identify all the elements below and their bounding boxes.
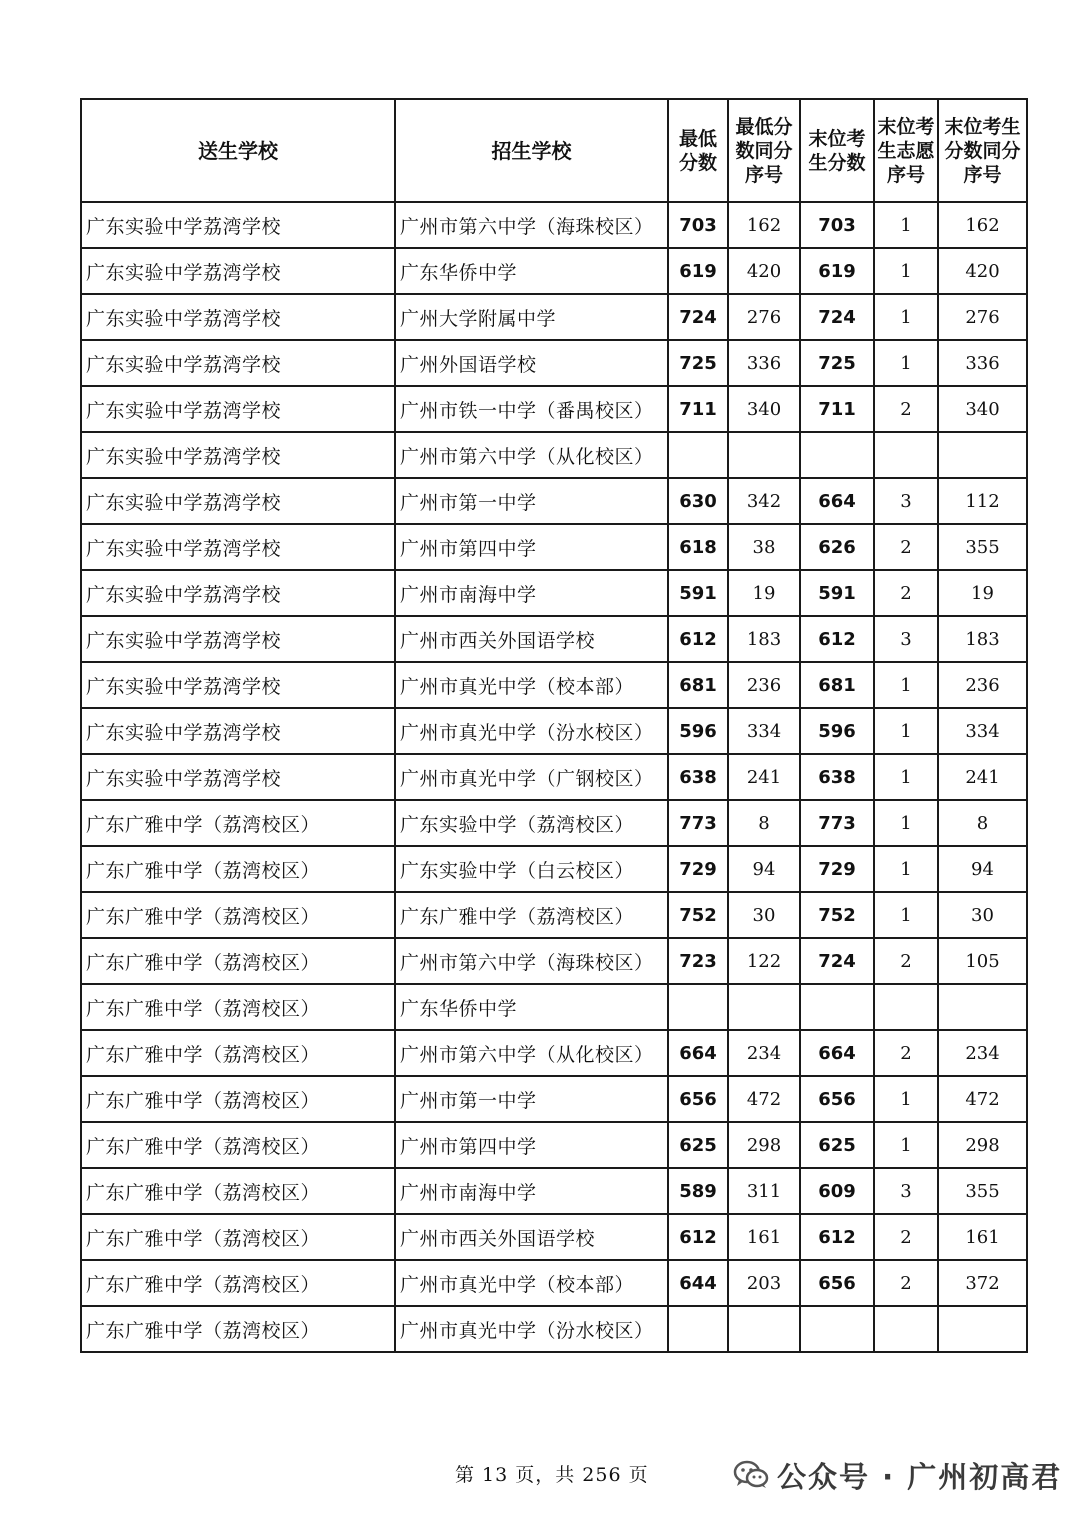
cell-recruit-school: 广东华侨中学 xyxy=(395,248,668,294)
cell-last-rank: 94 xyxy=(938,846,1027,892)
cell-sender-school: 广东广雅中学（荔湾校区） xyxy=(81,800,395,846)
table-row xyxy=(81,1260,1027,1306)
cell-min-score-rank: 236 xyxy=(728,662,800,708)
cell-last-score xyxy=(800,984,874,1030)
cell-last-rank: 355 xyxy=(938,524,1027,570)
cell-sender-school: 广东广雅中学（荔湾校区） xyxy=(81,1076,395,1122)
cell-last-score: 664 xyxy=(800,478,874,524)
cell-sender-school: 广东广雅中学（荔湾校区） xyxy=(81,984,395,1030)
table-row xyxy=(81,1030,1027,1076)
cell-last-choice: 1 xyxy=(874,340,938,386)
cell-min-score-rank: 94 xyxy=(728,846,800,892)
cell-recruit-school: 广州市西关外国语学校 xyxy=(395,616,668,662)
cell-recruit-school: 广州外国语学校 xyxy=(395,340,668,386)
cell-last-rank: 19 xyxy=(938,570,1027,616)
cell-min-score: 725 xyxy=(668,340,728,386)
cell-recruit-school: 广州市第一中学 xyxy=(395,1076,668,1122)
cell-min-score-rank: 340 xyxy=(728,386,800,432)
cell-sender-school: 广东广雅中学（荔湾校区） xyxy=(81,938,395,984)
header-sender-school: 送生学校 xyxy=(81,99,395,202)
cell-min-score-rank: 30 xyxy=(728,892,800,938)
cell-min-score: 681 xyxy=(668,662,728,708)
cell-min-score-rank: 334 xyxy=(728,708,800,754)
cell-last-rank: 276 xyxy=(938,294,1027,340)
table-row xyxy=(81,800,1027,846)
cell-recruit-school: 广东华侨中学 xyxy=(395,984,668,1030)
cell-last-score: 703 xyxy=(800,202,874,248)
cell-min-score-rank: 234 xyxy=(728,1030,800,1076)
cell-last-choice: 1 xyxy=(874,708,938,754)
cell-last-choice: 2 xyxy=(874,570,938,616)
cell-min-score: 619 xyxy=(668,248,728,294)
table-row xyxy=(81,938,1027,984)
table-body xyxy=(81,202,1027,1352)
cell-last-choice: 1 xyxy=(874,662,938,708)
cell-sender-school: 广东实验中学荔湾学校 xyxy=(81,386,395,432)
cell-min-score-rank xyxy=(728,432,800,478)
cell-min-score: 724 xyxy=(668,294,728,340)
cell-last-score: 724 xyxy=(800,938,874,984)
cell-last-rank: 420 xyxy=(938,248,1027,294)
cell-sender-school: 广东实验中学荔湾学校 xyxy=(81,340,395,386)
cell-sender-school: 广东实验中学荔湾学校 xyxy=(81,524,395,570)
cell-min-score: 723 xyxy=(668,938,728,984)
cell-recruit-school: 广州市第一中学 xyxy=(395,478,668,524)
cell-last-rank: 472 xyxy=(938,1076,1027,1122)
cell-last-choice: 1 xyxy=(874,1122,938,1168)
cell-last-score: 656 xyxy=(800,1076,874,1122)
cell-last-choice: 1 xyxy=(874,202,938,248)
cell-last-rank xyxy=(938,984,1027,1030)
cell-min-score-rank: 420 xyxy=(728,248,800,294)
cell-last-rank: 161 xyxy=(938,1214,1027,1260)
cell-min-score-rank xyxy=(728,1306,800,1352)
cell-sender-school: 广东实验中学荔湾学校 xyxy=(81,202,395,248)
cell-last-rank: 30 xyxy=(938,892,1027,938)
cell-sender-school: 广东实验中学荔湾学校 xyxy=(81,294,395,340)
cell-recruit-school: 广州市真光中学（校本部） xyxy=(395,1260,668,1306)
table-row xyxy=(81,386,1027,432)
cell-min-score: 664 xyxy=(668,1030,728,1076)
cell-last-score: 625 xyxy=(800,1122,874,1168)
table-row xyxy=(81,1168,1027,1214)
cell-last-rank xyxy=(938,1306,1027,1352)
cell-min-score-rank: 203 xyxy=(728,1260,800,1306)
cell-recruit-school: 广东实验中学（白云校区） xyxy=(395,846,668,892)
cell-recruit-school: 广州市第六中学（从化校区） xyxy=(395,1030,668,1076)
cell-min-score-rank: 276 xyxy=(728,294,800,340)
cell-recruit-school: 广州市南海中学 xyxy=(395,570,668,616)
table-row xyxy=(81,892,1027,938)
cell-recruit-school: 广州市真光中学（校本部） xyxy=(395,662,668,708)
cell-last-score: 711 xyxy=(800,386,874,432)
cell-last-rank: 241 xyxy=(938,754,1027,800)
table-row xyxy=(81,202,1027,248)
cell-min-score-rank: 122 xyxy=(728,938,800,984)
cell-last-choice: 2 xyxy=(874,938,938,984)
cell-recruit-school: 广州市第六中学（从化校区） xyxy=(395,432,668,478)
cell-last-rank: 334 xyxy=(938,708,1027,754)
cell-last-choice: 1 xyxy=(874,754,938,800)
table-row xyxy=(81,846,1027,892)
cell-sender-school: 广东广雅中学（荔湾校区） xyxy=(81,1122,395,1168)
cell-min-score-rank: 342 xyxy=(728,478,800,524)
cell-sender-school: 广东广雅中学（荔湾校区） xyxy=(81,1214,395,1260)
cell-last-choice xyxy=(874,1306,938,1352)
cell-sender-school: 广东实验中学荔湾学校 xyxy=(81,754,395,800)
cell-last-rank: 183 xyxy=(938,616,1027,662)
cell-last-rank: 234 xyxy=(938,1030,1027,1076)
table-row xyxy=(81,248,1027,294)
cell-sender-school: 广东广雅中学（荔湾校区） xyxy=(81,892,395,938)
cell-last-choice: 1 xyxy=(874,248,938,294)
table-row xyxy=(81,984,1027,1030)
cell-last-score: 656 xyxy=(800,1260,874,1306)
cell-recruit-school: 广州市真光中学（广钢校区） xyxy=(395,754,668,800)
cell-min-score xyxy=(668,1306,728,1352)
cell-last-score xyxy=(800,432,874,478)
cell-last-choice: 1 xyxy=(874,892,938,938)
cell-min-score: 703 xyxy=(668,202,728,248)
cell-min-score-rank: 298 xyxy=(728,1122,800,1168)
header-last-rank: 末位考生分数同分序号 xyxy=(938,99,1027,202)
table-row xyxy=(81,524,1027,570)
cell-last-score: 681 xyxy=(800,662,874,708)
cell-last-choice: 2 xyxy=(874,1030,938,1076)
cell-last-choice: 1 xyxy=(874,294,938,340)
cell-last-choice xyxy=(874,984,938,1030)
cell-min-score: 638 xyxy=(668,754,728,800)
cell-last-choice: 1 xyxy=(874,1076,938,1122)
cell-min-score: 591 xyxy=(668,570,728,616)
cell-min-score-rank: 241 xyxy=(728,754,800,800)
cell-min-score: 656 xyxy=(668,1076,728,1122)
cell-sender-school: 广东实验中学荔湾学校 xyxy=(81,478,395,524)
table-row xyxy=(81,1122,1027,1168)
cell-min-score: 644 xyxy=(668,1260,728,1306)
cell-sender-school: 广东广雅中学（荔湾校区） xyxy=(81,846,395,892)
cell-last-choice: 2 xyxy=(874,1260,938,1306)
table-row xyxy=(81,432,1027,478)
cell-last-rank: 112 xyxy=(938,478,1027,524)
cell-recruit-school: 广州市第四中学 xyxy=(395,1122,668,1168)
cell-last-rank: 340 xyxy=(938,386,1027,432)
cell-min-score-rank: 336 xyxy=(728,340,800,386)
header-min-score-rank: 最低分数同分序号 xyxy=(728,99,800,202)
cell-last-score: 626 xyxy=(800,524,874,570)
cell-last-score: 729 xyxy=(800,846,874,892)
cell-min-score: 612 xyxy=(668,616,728,662)
cell-last-rank: 298 xyxy=(938,1122,1027,1168)
cell-recruit-school: 广东广雅中学（荔湾校区） xyxy=(395,892,668,938)
cell-last-rank: 8 xyxy=(938,800,1027,846)
cell-min-score-rank: 8 xyxy=(728,800,800,846)
cell-last-choice: 1 xyxy=(874,800,938,846)
table-header-row xyxy=(81,99,1027,202)
cell-recruit-school: 广州市第六中学（海珠校区） xyxy=(395,202,668,248)
cell-min-score-rank xyxy=(728,984,800,1030)
cell-last-rank xyxy=(938,432,1027,478)
cell-recruit-school: 广州市第六中学（海珠校区） xyxy=(395,938,668,984)
cell-last-rank: 372 xyxy=(938,1260,1027,1306)
cell-min-score-rank: 38 xyxy=(728,524,800,570)
cell-recruit-school: 广州市第四中学 xyxy=(395,524,668,570)
cell-last-score: 664 xyxy=(800,1030,874,1076)
table-row xyxy=(81,1306,1027,1352)
cell-min-score: 711 xyxy=(668,386,728,432)
table-row xyxy=(81,1214,1027,1260)
cell-sender-school: 广东实验中学荔湾学校 xyxy=(81,432,395,478)
cell-last-choice: 2 xyxy=(874,386,938,432)
cell-min-score: 612 xyxy=(668,1214,728,1260)
cell-recruit-school: 广州市真光中学（汾水校区） xyxy=(395,708,668,754)
cell-min-score: 625 xyxy=(668,1122,728,1168)
table-row xyxy=(81,708,1027,754)
header-min-score: 最低分数 xyxy=(668,99,728,202)
table-row xyxy=(81,616,1027,662)
cell-sender-school: 广东广雅中学（荔湾校区） xyxy=(81,1306,395,1352)
table-row xyxy=(81,340,1027,386)
cell-last-score: 638 xyxy=(800,754,874,800)
admission-score-table-page xyxy=(80,98,1026,1353)
cell-last-rank: 336 xyxy=(938,340,1027,386)
table-row xyxy=(81,754,1027,800)
table-row xyxy=(81,478,1027,524)
cell-last-choice: 3 xyxy=(874,478,938,524)
cell-sender-school: 广东实验中学荔湾学校 xyxy=(81,708,395,754)
cell-sender-school: 广东实验中学荔湾学校 xyxy=(81,662,395,708)
table-row xyxy=(81,662,1027,708)
header-last-score: 末位考生分数 xyxy=(800,99,874,202)
cell-recruit-school: 广州大学附属中学 xyxy=(395,294,668,340)
cell-last-choice: 1 xyxy=(874,846,938,892)
cell-last-score: 724 xyxy=(800,294,874,340)
cell-sender-school: 广东实验中学荔湾学校 xyxy=(81,248,395,294)
cell-last-score: 612 xyxy=(800,616,874,662)
cell-recruit-school: 广州市西关外国语学校 xyxy=(395,1214,668,1260)
cell-min-score xyxy=(668,432,728,478)
table-row xyxy=(81,294,1027,340)
cell-last-score xyxy=(800,1306,874,1352)
cell-sender-school: 广东实验中学荔湾学校 xyxy=(81,616,395,662)
watermark-text: 公众号 · 广州初高君 xyxy=(777,1459,1063,1494)
page-indicator: 第 13 页，共 256 页 xyxy=(455,1464,649,1486)
cell-min-score: 729 xyxy=(668,846,728,892)
cell-min-score: 773 xyxy=(668,800,728,846)
cell-min-score-rank: 183 xyxy=(728,616,800,662)
cell-last-choice: 3 xyxy=(874,1168,938,1214)
cell-last-rank: 355 xyxy=(938,1168,1027,1214)
cell-last-choice: 2 xyxy=(874,1214,938,1260)
cell-last-score: 619 xyxy=(800,248,874,294)
cell-recruit-school: 广州市铁一中学（番禺校区） xyxy=(395,386,668,432)
cell-min-score: 596 xyxy=(668,708,728,754)
cell-last-score: 609 xyxy=(800,1168,874,1214)
cell-last-score: 752 xyxy=(800,892,874,938)
cell-last-score: 725 xyxy=(800,340,874,386)
cell-last-score: 591 xyxy=(800,570,874,616)
cell-sender-school: 广东实验中学荔湾学校 xyxy=(81,570,395,616)
cell-min-score: 618 xyxy=(668,524,728,570)
cell-min-score: 630 xyxy=(668,478,728,524)
cell-last-choice: 2 xyxy=(874,524,938,570)
cell-min-score-rank: 19 xyxy=(728,570,800,616)
cell-min-score: 589 xyxy=(668,1168,728,1214)
cell-last-score: 773 xyxy=(800,800,874,846)
wechat-icon xyxy=(733,1460,769,1490)
watermark xyxy=(733,1455,1062,1495)
header-last-choice: 末位考生志愿序号 xyxy=(874,99,938,202)
cell-sender-school: 广东广雅中学（荔湾校区） xyxy=(81,1168,395,1214)
cell-recruit-school: 广东实验中学（荔湾校区） xyxy=(395,800,668,846)
cell-last-score: 612 xyxy=(800,1214,874,1260)
table-row xyxy=(81,1076,1027,1122)
header-recruit-school: 招生学校 xyxy=(395,99,668,202)
cell-sender-school: 广东广雅中学（荔湾校区） xyxy=(81,1260,395,1306)
cell-min-score-rank: 162 xyxy=(728,202,800,248)
cell-sender-school: 广东广雅中学（荔湾校区） xyxy=(81,1030,395,1076)
cell-last-choice: 3 xyxy=(874,616,938,662)
cell-last-rank: 236 xyxy=(938,662,1027,708)
admission-score-table xyxy=(80,98,1028,1353)
cell-min-score-rank: 472 xyxy=(728,1076,800,1122)
cell-recruit-school: 广州市真光中学（汾水校区） xyxy=(395,1306,668,1352)
table-row xyxy=(81,570,1027,616)
cell-recruit-school: 广州市南海中学 xyxy=(395,1168,668,1214)
cell-last-rank: 105 xyxy=(938,938,1027,984)
cell-min-score-rank: 161 xyxy=(728,1214,800,1260)
cell-min-score: 752 xyxy=(668,892,728,938)
cell-last-score: 596 xyxy=(800,708,874,754)
cell-min-score xyxy=(668,984,728,1030)
cell-min-score-rank: 311 xyxy=(728,1168,800,1214)
cell-last-choice xyxy=(874,432,938,478)
cell-last-rank: 162 xyxy=(938,202,1027,248)
